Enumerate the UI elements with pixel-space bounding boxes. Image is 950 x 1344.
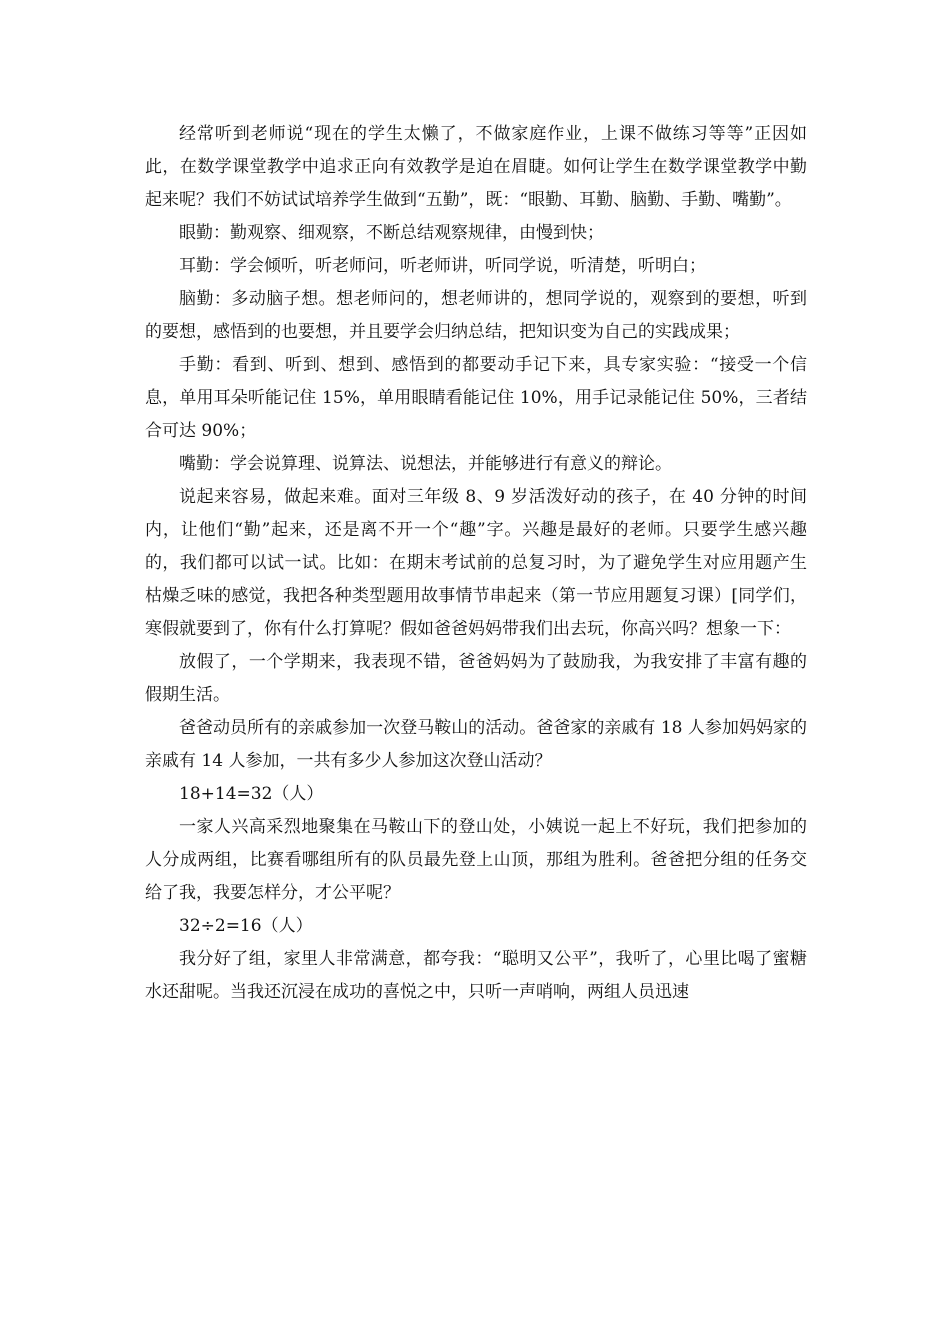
paragraph-result: 我分好了组，家里人非常满意，都夸我：“聪明又公平”，我听了，心里比喝了蜜糖水还甜呢。当我还沉浸在成功的喜悦之中，只听一声哨响，两组人员迅速	[145, 949, 807, 1002]
paragraph-holiday: 放假了，一个学期来，我表现不错，爸爸妈妈为了鼓励我，为我安排了丰富有趣的假期生活。	[145, 652, 807, 705]
paragraph-brain-diligence: 脑勤：多动脑子想。想老师问的，想老师讲的，想同学说的，观察到的要想，听到的要想，感悟到的也要想，并且要学会归纳总结，把知识变为自己的实践成果；	[145, 289, 807, 342]
paragraph-intro: 经常听到老师说“现在的学生太懒了，不做家庭作业，上课不做练习等等”正因如此，在数学课堂教学中追求正向有效教学是迫在眉睫。如何让学生在数学课堂教学中勤起来呢？我们不妨试试培养学生做到“五勤”，既：“眼勤、耳勤、脑勤、手勤、嘴勤”。	[145, 124, 807, 210]
paragraph-grouping-problem: 一家人兴高采烈地聚集在马鞍山下的登山处，小姨说一起上不好玩，我们把参加的人分成两组，比赛看哪组所有的队员最先登上山顶，那组为胜利。爸爸把分组的任务交给了我，我要怎样分，才公平呢？	[145, 817, 807, 903]
paragraph-eye-diligence: 眼勤：勤观察、细观察，不断总结观察规律，由慢到快；	[179, 223, 604, 243]
paragraph-mouth-diligence: 嘴勤：学会说算理、说算法、说想法，并能够进行有意义的辩论。	[179, 454, 672, 474]
paragraph-hiking-problem: 爸爸动员所有的亲戚参加一次登马鞍山的活动。爸爸家的亲戚有 18 人参加妈妈家的亲戚有 14 人参加，一共有多少人参加这次登山活动？	[145, 718, 807, 771]
equation-addition: 18+14=32（人）	[179, 784, 324, 804]
equation-division: 32÷2=16（人）	[179, 916, 313, 936]
paragraph-ear-diligence: 耳勤：学会倾听，听老师问，听老师讲，听同学说，听清楚，听明白；	[179, 256, 706, 276]
document-body	[145, 118, 807, 1009]
paragraph-interest: 说起来容易，做起来难。面对三年级 8、9 岁活泼好动的孩子，在 40 分钟的时间内，让他们“勤”起来，还是离不开一个“趣”字。兴趣是最好的老师。只要学生感兴趣的，我们都可以试一试。比如：在期末考试前的总复习时，为了避免学生对应用题产生枯燥乏味的感觉，我把各种类型题用故事情节串起来（第一节应用题复习课）[同学们，寒假就要到了，你有什么打算呢？假如爸爸妈妈带我们出去玩，你高兴吗？想象一下：	[145, 487, 807, 639]
paragraph-hand-diligence: 手勤：看到、听到、想到、感悟到的都要动手记下来，具专家实验：“接受一个信息，单用耳朵听能记住 15%，单用眼睛看能记住 10%，用手记录能记住 50%，三者结合可达 90%；	[145, 355, 807, 441]
